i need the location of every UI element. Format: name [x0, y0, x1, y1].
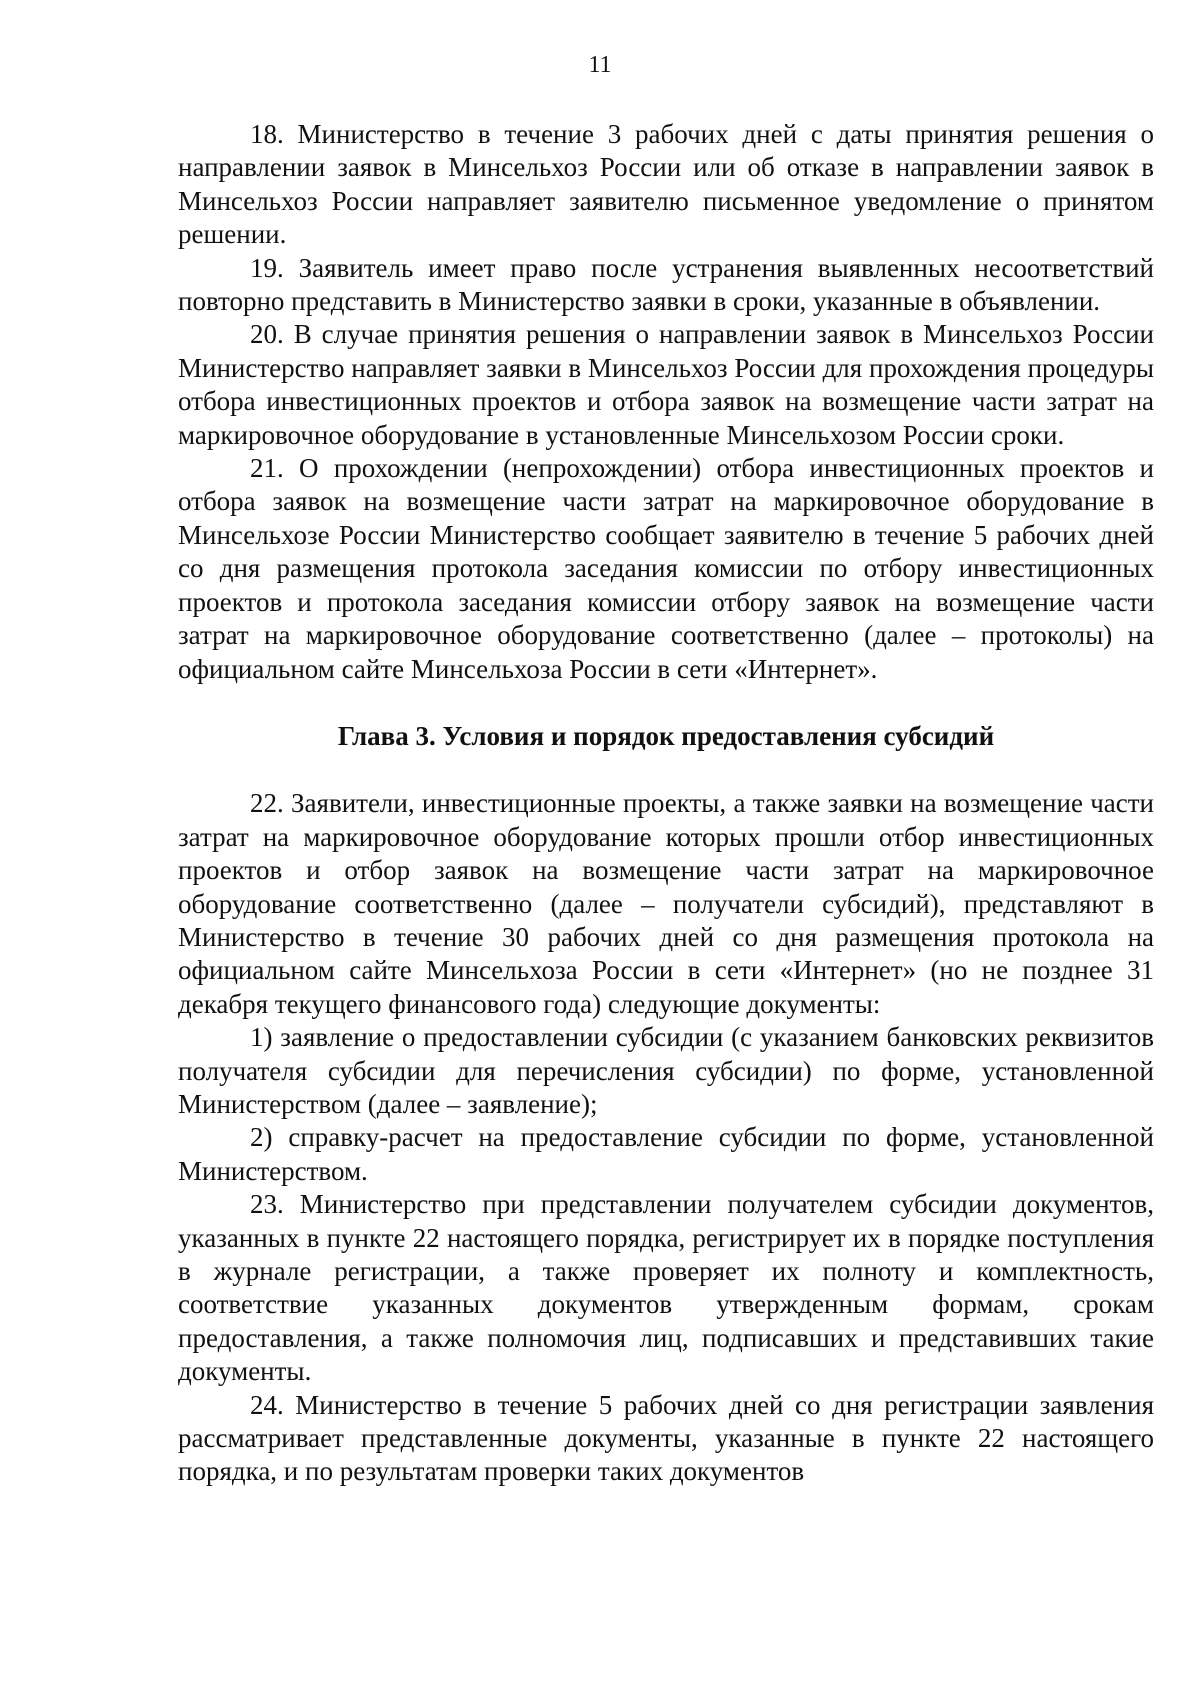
- paragraph-22-item-2: 2) справку-расчет на предоставление субсидии по форме, установленной Министерством.: [178, 1122, 1154, 1186]
- chapter-heading: Глава 3. Условия и порядок предоставления субсидий: [337, 720, 995, 751]
- paragraph-19: 19. Заявитель имеет право после устранения выявленных несоответствий повторно представить в Министерство заявки в сроки, указанные в объявлении.: [178, 252, 1154, 317]
- paragraph-23: 23. Министерство при представлении получателем субсидии документов, указанных в пункте 22 настоящего порядка, регистрирует их в порядке поступления в журнале регистрации, а также проверяет их полноту и комплектность, соответствие указанных документов утвержденным формам, срокам предоставления, а также полномочия лиц, подписавших и представивших такие документы.: [178, 1189, 1154, 1387]
- document-body: [178, 118, 1154, 1489]
- paragraph-20: 20. В случае принятия решения о направлении заявок в Минсельхоз России Министерство направляет заявки в Минсельхоз России для прохождения процедуры отбора инвестиционных проектов и отбора заявок на возмещение части затрат на маркировочное оборудование в установленные Минсельхозом России сроки.: [178, 319, 1154, 450]
- page-number: 11: [588, 52, 612, 78]
- paragraph-21: 21. О прохождении (непрохождении) отбора инвестиционных проектов и отбора заявок на возмещение части затрат на маркировочное оборудование в Минсельхозе России Министерство сообщает заявителю в течение 5 рабочих дней со дня размещения протокола заседания комиссии по отбору инвестиционных проектов и протокола заседания комиссии отбору заявок на возмещение части затрат на маркировочное оборудование соответственно (далее – протоколы) на официальном сайте Минсельхоза России в сети «Интернет».: [178, 453, 1154, 684]
- paragraph-22: 22. Заявители, инвестиционные проекты, а также заявки на возмещение части затрат на маркировочное оборудование которых прошли отбор инвестиционных проектов и отбор заявок на возмещение части затрат на маркировочное оборудование соответственно (далее – получатели субсидий), представляют в Министерство в течение 30 рабочих дней со дня размещения протокола на официальном сайте Минсельхоза России в сети «Интернет» (но не позднее 31 декабря текущего финансового года) следующие документы:: [178, 788, 1154, 1019]
- paragraph-24: 24. Министерство в течение 5 рабочих дней со дня регистрации заявления рассматривает представленные документы, указанные в пункте 22 настоящего порядка, и по результатам проверки таких документов: [178, 1389, 1154, 1487]
- paragraph-18: 18. Министерство в течение 3 рабочих дней с даты принятия решения о направлении заявок в Минсельхоз России или об отказе в направлении заявок в Минсельхоз России направляет заявителю письменное уведомление о принятом решении.: [178, 119, 1154, 250]
- paragraph-22-item-1: 1) заявление о предоставлении субсидии (с указанием банковских реквизитов получателя субсидии для перечисления субсидии) по форме, установленной Министерством (далее – заявление);: [178, 1022, 1154, 1119]
